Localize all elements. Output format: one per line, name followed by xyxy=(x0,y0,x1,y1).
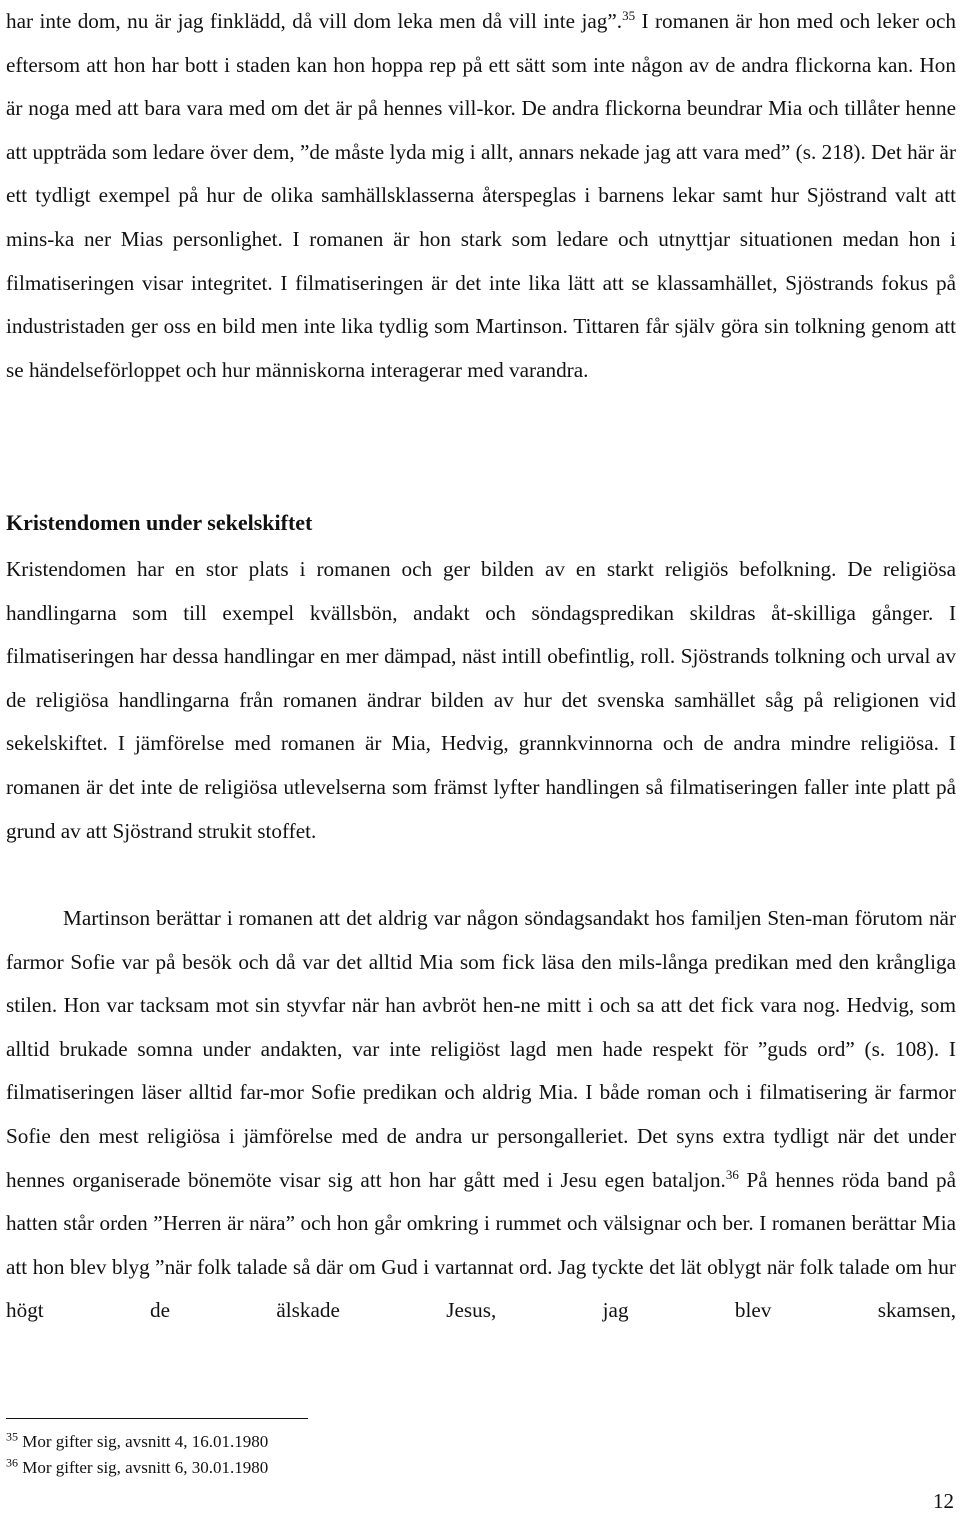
page-number: 12 xyxy=(933,1489,954,1513)
footnote-text: Mor gifter sig, avsnitt 4, 16.01.1980 xyxy=(22,1432,269,1451)
paragraph-3-text-b: På hennes röda band på hatten står orden ”Herren är nära” och hon går omkring i rummet och välsignar och ber. I romanen berättar Mia att hon blev blyg ”när folk talade så där om Gud i vartannat ord. Jag tyckte det lät oblygt när folk talade om hur högt de älskade Jesus, jag blev skamsen, xyxy=(6,1167,956,1323)
footnote-divider xyxy=(6,1418,308,1419)
paragraph-1 xyxy=(6,0,956,392)
footnote-number: 35 xyxy=(6,1429,18,1444)
footnote-ref-35: 35 xyxy=(622,7,636,23)
footnote-35 xyxy=(6,1430,268,1454)
paragraph-1-text-b: I romanen är hon med och leker och eftersom att hon har bott i staden kan hon hoppa rep på ett sätt som inte någon av de andra flickorna kan. Hon är noga med att bara vara med om det är på hennes vill-kor. De andra flickorna beundrar Mia och tillåter henne att uppträda som ledare över dem, ”de måste lyda mig i allt, annars nekade jag att vara med” (s. 218). Det här är ett tydligt exempel på hur de olika samhällsklasserna återspeglas i barnens lekar samt hur Sjöstrand valt att mins-ka ner Mias personlighet. I romanen är hon stark som ledare och utnyttjar situationen medan hon i filmatiseringen visar integritet. I filmatiseringen är det inte lika lätt att se klassamhället, Sjöstrands fokus på industristaden ger oss en bild men inte lika tydlig som Martinson. Tittaren får själv göra sin tolkning genom att se händelseförloppet och hur människorna interagerar med varandra. xyxy=(6,9,956,382)
footnote-36 xyxy=(6,1456,268,1480)
footnote-number: 36 xyxy=(6,1455,18,1470)
section-heading: Kristendomen under sekelskiftet xyxy=(6,510,313,535)
footnote-text: Mor gifter sig, avsnitt 6, 30.01.1980 xyxy=(22,1458,269,1477)
paragraph-3 xyxy=(6,897,956,1333)
paragraph-2: Kristendomen har en stor plats i romanen och ger bilden av en starkt religiös befolkning. De religiösa handlingarna som till exempel kvällsbön, andakt och söndagspredikan skildras åt-skilliga gånger. I filmatiseringen har dessa handlingar en mer dämpad, näst intill obefintlig, roll. Sjöstrands tolkning och urval av de religiösa handlingarna från romanen ändrar bilden av hur det svenska samhället såg på religionen vid sekelskiftet. I jämförelse med romanen är Mia, Hedvig, grannkvinnorna och de andra mindre religiösa. I romanen är det inte de religiösa utlevelserna som främst lyfter handlingen så filmatiseringen faller inte platt på grund av att Sjöstrand strukit stoffet. xyxy=(6,557,956,843)
paragraph-1-text-a: har inte dom, nu är jag finklädd, då vill dom leka men då vill inte jag”. xyxy=(6,9,623,33)
footnote-ref-36: 36 xyxy=(725,1166,739,1182)
paragraph-3-text-a: Martinson berättar i romanen att det aldrig var någon söndagsandakt hos familjen Sten-man förutom när farmor Sofie var på besök och då var det alltid Mia som fick läsa den mils-långa predikan med den krångliga stilen. Hon var tacksam mot sin styvfar när han avbröt hen-ne mitt i och sa att det fick vara nog. Hedvig, som alltid brukade somna under andakten, var inte religiöst lagd men hade respekt för ”guds ord” (s. 108). I filmatiseringen läser alltid far-mor Sofie predikan och aldrig Mia. I både roman och i filmatisering är farmor Sofie den mest religiösa i jämförelse med de andra ur persongalleriet. Det syns extra tydligt när det under hennes organiserade bönemöte visar sig att hon har gått med i Jesu egen bataljon. xyxy=(6,906,956,1192)
